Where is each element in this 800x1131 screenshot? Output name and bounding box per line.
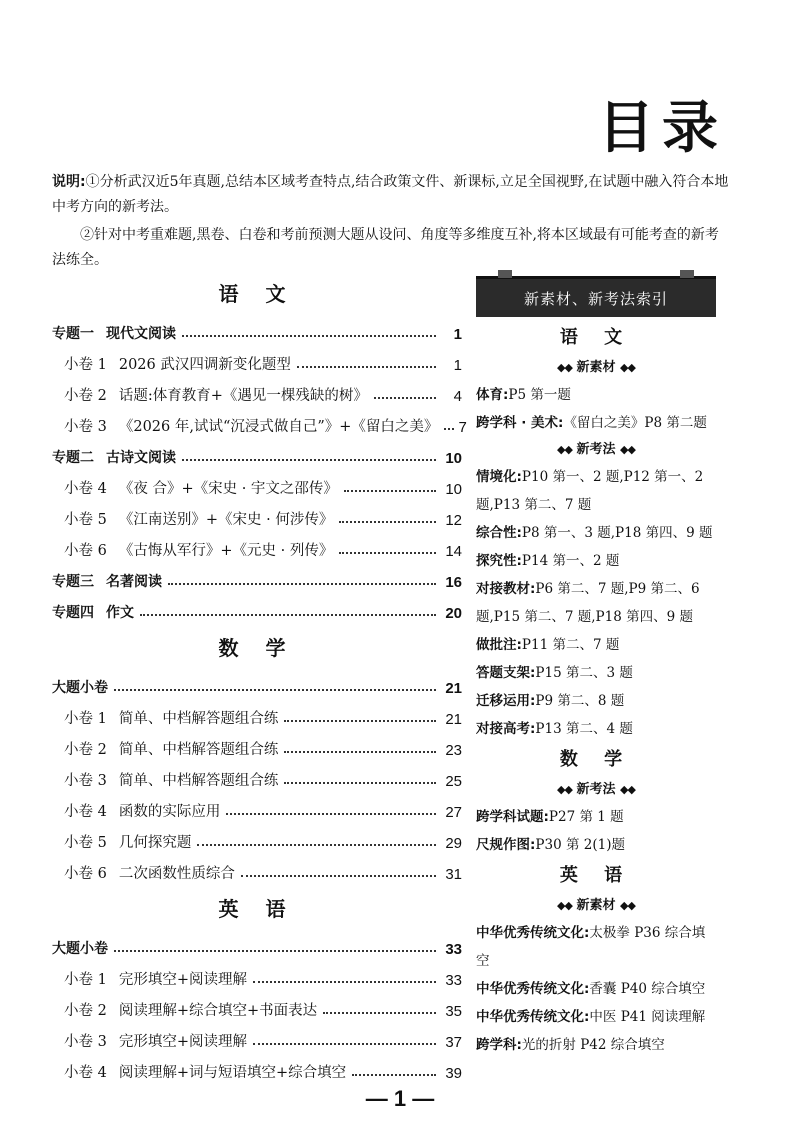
toc-page-number: 16 <box>445 574 462 591</box>
toc-page-number: 33 <box>445 972 462 989</box>
dot-leader <box>284 782 436 784</box>
toc-entry-label <box>64 800 220 821</box>
toc-page-number: 31 <box>445 866 462 883</box>
index-banner <box>476 276 716 317</box>
index-item-value: 光的折射 P42 综合填空 <box>521 1037 665 1053</box>
toc-entry-label <box>64 1061 346 1082</box>
toc-entry-label <box>52 323 176 343</box>
index-item <box>476 715 716 743</box>
toc-topic-row <box>52 666 462 697</box>
toc-topic-row <box>52 560 462 591</box>
toc-entry-row <box>52 821 462 852</box>
toc-entry-number: 小卷 5 <box>64 835 107 851</box>
toc-entry-title: 名著阅读 <box>106 574 162 590</box>
index-item <box>476 409 716 437</box>
index-item <box>476 463 716 519</box>
index-item <box>476 659 716 687</box>
toc-entry-title: 古诗文阅读 <box>106 450 176 466</box>
note-line-1 <box>52 170 732 220</box>
dot-leader <box>297 366 436 368</box>
index-category-new-method <box>476 437 716 463</box>
toc-page-number: 33 <box>445 941 462 958</box>
index-item-key: 尺规作图: <box>476 837 536 853</box>
index-item-key: 体育: <box>476 387 509 403</box>
index-category-new-material <box>476 893 716 919</box>
toc-entry-row <box>52 529 462 560</box>
toc-entry-label <box>64 353 291 374</box>
toc-entry-title: 2026 武汉四调新变化题型 <box>118 357 291 373</box>
toc-topic-row <box>52 312 462 343</box>
toc-entry-title: 现代文阅读 <box>106 326 176 342</box>
index-banner-title: 新素材、新考法索引 <box>523 289 668 308</box>
index-item-key: 情境化: <box>476 469 522 485</box>
index-item-key: 跨学科: <box>476 1037 522 1053</box>
index-item-value: P9 第二、8 题 <box>535 693 625 709</box>
toc-entry-title: 阅读理解+词与短语填空+综合填空 <box>118 1065 347 1081</box>
index-item <box>476 687 716 715</box>
toc-entry-number: 小卷 4 <box>64 804 107 820</box>
index-item-value: 香囊 P40 综合填空 <box>589 981 706 997</box>
toc-list-english <box>52 927 462 1082</box>
index-list-chinese-method <box>476 463 716 743</box>
index-item-key: 对接教材: <box>476 581 536 597</box>
index-item-key: 跨学科 · 美术: <box>476 415 564 431</box>
toc-entry-number: 小卷 2 <box>64 742 107 758</box>
toc-subject-english: 英 语 <box>218 897 296 921</box>
index-item-value: P8 第一、3 题,P18 第四、9 题 <box>521 525 713 541</box>
toc-entry-number: 大题小卷 <box>52 680 108 696</box>
dot-leader <box>444 428 454 430</box>
toc-entry-number: 小卷 3 <box>64 1034 107 1050</box>
index-subject-chinese: 语 文 <box>559 327 633 348</box>
index-item-value: P10 第一、2 题,P12 第一、2 题,P13 第二、7 题 <box>476 469 704 513</box>
toc-entry-label <box>64 968 247 989</box>
index-item-value: 《留白之美》P8 第二题 <box>563 415 707 431</box>
toc-entry-label <box>64 415 438 436</box>
toc-entry-label <box>64 999 317 1020</box>
toc-entry-number: 小卷 5 <box>64 512 107 528</box>
toc-entry-row <box>52 958 462 989</box>
toc-subject-math: 数 学 <box>218 636 296 660</box>
dot-leader <box>241 875 436 877</box>
toc-entry-number: 小卷 1 <box>64 711 107 727</box>
toc-entry-row <box>52 498 462 529</box>
index-item-value: P15 第二、3 题 <box>535 665 633 681</box>
index-item-key: 中华优秀传统文化: <box>476 1009 590 1025</box>
toc-entry-label <box>64 831 191 852</box>
toc-entry-title: 《2026 年,试试“沉浸式做自己”》+《留白之美》 <box>118 419 439 435</box>
toc-entry-title: 完形填空+阅读理解 <box>118 972 247 988</box>
toc-subject-chinese: 语 文 <box>218 282 296 306</box>
toc-entry-row <box>52 697 462 728</box>
index-item-value: P6 第二、7 题,P9 第二、6 题,P15 第二、7 题,P18 第四、9 题 <box>476 581 700 625</box>
toc-entry-number: 专题二 <box>52 450 94 466</box>
toc-entry-title: 《江南送别》+《宋史 · 何涉传》 <box>118 512 334 528</box>
dot-leader <box>114 689 436 691</box>
index-item-value: P14 第一、2 题 <box>521 553 620 569</box>
dot-leader <box>182 335 436 337</box>
index-item-value: P11 第二、7 题 <box>521 637 620 653</box>
toc-page-number: 25 <box>445 773 462 790</box>
diamond-icon: ◆◆ <box>557 443 572 456</box>
toc-page-number: 10 <box>445 450 462 467</box>
toc-list-chinese <box>52 312 467 622</box>
index-item <box>476 975 716 1003</box>
dot-leader <box>284 751 436 753</box>
dot-leader <box>352 1074 436 1076</box>
toc-entry-number: 专题三 <box>52 574 94 590</box>
index-item-key: 答题支架: <box>476 665 536 681</box>
toc-entry-number: 小卷 6 <box>64 866 107 882</box>
footer-dash-right: — <box>412 1086 435 1111</box>
index-category-new-material <box>476 355 716 381</box>
toc-entry-label <box>64 1030 247 1051</box>
index-item <box>476 547 716 575</box>
index-item <box>476 381 716 409</box>
dot-leader <box>182 459 436 461</box>
toc-entry-label <box>52 602 134 622</box>
toc-page-number: 20 <box>445 605 462 622</box>
toc-entry-title: 作文 <box>106 605 134 621</box>
toc-topic-row <box>52 927 462 958</box>
note-label: 说明: <box>52 174 86 190</box>
diamond-icon: ◆◆ <box>557 783 572 796</box>
notes <box>52 170 732 273</box>
toc-entry-number: 小卷 4 <box>64 1065 107 1081</box>
dot-leader <box>253 981 436 983</box>
index-item <box>476 1031 716 1059</box>
toc-entry-title: 完形填空+阅读理解 <box>118 1034 247 1050</box>
toc-entry-label <box>64 477 338 498</box>
footer-dash-left: — <box>365 1086 388 1111</box>
toc-entry-title: 话题:体育教育+《遇见一棵残缺的树》 <box>118 388 368 404</box>
toc-entry-row <box>52 759 462 790</box>
index-item-key: 中华优秀传统文化: <box>476 981 590 997</box>
toc-entry-number: 小卷 2 <box>64 1003 107 1019</box>
toc-entry-title: 简单、中档解答题组合练 <box>118 742 279 758</box>
toc-page-number: 7 <box>458 419 467 436</box>
dot-leader <box>339 521 436 523</box>
index-item <box>476 831 716 859</box>
toc-list-math <box>52 666 462 883</box>
toc-entry-title: 二次函数性质综合 <box>118 866 235 882</box>
index-item-key: 中华优秀传统文化: <box>476 925 590 941</box>
index-item <box>476 519 716 547</box>
toc-entry-row <box>52 405 467 436</box>
toc-entry-title: 函数的实际应用 <box>118 804 221 820</box>
toc-entry-number: 专题四 <box>52 605 94 621</box>
banner-tab-left <box>498 270 512 278</box>
page-title: 目录 <box>598 96 726 161</box>
toc-entry-label <box>64 738 278 759</box>
dot-leader <box>226 813 436 815</box>
diamond-icon: ◆◆ <box>557 899 572 912</box>
index-subject-english: 英 语 <box>559 865 633 886</box>
toc-topic-row <box>52 591 462 622</box>
toc-page-number: 39 <box>445 1065 462 1082</box>
toc-page-number: 4 <box>453 388 462 405</box>
index-item-key: 综合性: <box>476 525 522 541</box>
category-label: 新考法 <box>576 782 616 797</box>
toc-entry-row <box>52 989 462 1020</box>
index-column <box>476 276 716 1059</box>
dot-leader <box>323 1012 436 1014</box>
diamond-icon: ◆◆ <box>557 361 572 374</box>
index-item-key: 迁移运用: <box>476 693 536 709</box>
toc-entry-label <box>52 447 176 467</box>
dot-leader <box>140 614 436 616</box>
toc-page-number: 1 <box>453 357 462 374</box>
toc-entry-row <box>52 467 462 498</box>
toc-page-number: 21 <box>445 680 462 697</box>
toc-entry-number: 小卷 3 <box>64 773 107 789</box>
toc-entry-row <box>52 1051 462 1082</box>
banner-tab-right <box>680 270 694 278</box>
toc-entry-row <box>52 374 462 405</box>
toc-entry-title: 简单、中档解答题组合练 <box>118 773 279 789</box>
index-item <box>476 803 716 831</box>
toc-entry-number: 小卷 2 <box>64 388 107 404</box>
note-text-1: ①分析武汉近5年真题,总结本区域考查特点,结合政策文件、新课标,立足全国视野,在试题中融入符合本地中考方向的新考法。 <box>52 174 729 215</box>
diamond-icon: ◆◆ <box>620 899 635 912</box>
toc-entry-label <box>64 707 278 728</box>
toc-entry-number: 专题一 <box>52 326 94 342</box>
toc-entry-number: 小卷 3 <box>64 419 107 435</box>
index-item-key: 探究性: <box>476 553 522 569</box>
dot-leader <box>284 720 436 722</box>
toc-page-number: 12 <box>445 512 462 529</box>
diamond-icon: ◆◆ <box>620 783 635 796</box>
index-list-chinese-material <box>476 381 716 437</box>
toc-entry-number: 大题小卷 <box>52 941 108 957</box>
index-item-value: P5 第一题 <box>508 387 571 403</box>
index-subject-math: 数 学 <box>559 749 633 770</box>
page-number: 1 <box>393 1086 407 1111</box>
dot-leader <box>339 552 436 554</box>
index-item-key: 做批注: <box>476 637 522 653</box>
toc-page-number: 10 <box>445 481 462 498</box>
toc-page-number: 21 <box>445 711 462 728</box>
toc-entry-title: 几何探究题 <box>118 835 192 851</box>
index-item-value: P27 第 1 题 <box>548 809 624 825</box>
index-category-new-method <box>476 777 716 803</box>
dot-leader <box>197 844 436 846</box>
toc-entry-title: 《夜 合》+《宋史 · 宇文之邵传》 <box>118 481 338 497</box>
index-item <box>476 575 716 631</box>
category-label: 新素材 <box>576 898 616 913</box>
toc-entry-label <box>64 508 333 529</box>
index-item-value: 中医 P41 阅读理解 <box>589 1009 706 1025</box>
index-item-key: 对接高考: <box>476 721 536 737</box>
toc-entry-label <box>52 677 108 697</box>
toc-page-number: 27 <box>445 804 462 821</box>
diamond-icon: ◆◆ <box>620 361 635 374</box>
index-item <box>476 1003 716 1031</box>
index-item <box>476 631 716 659</box>
toc-entry-label <box>64 769 278 790</box>
dot-leader <box>114 950 436 952</box>
toc-page-number: 35 <box>445 1003 462 1020</box>
toc-entry-row <box>52 728 462 759</box>
index-item-value: P30 第 2(1)题 <box>535 837 625 853</box>
toc-page-number: 1 <box>453 326 462 343</box>
note-line-2: ②针对中考重难题,黑卷、白卷和考前预测大题从设问、角度等多维度互补,将本区域最有可能考查的新考法练全。 <box>52 227 719 268</box>
toc-entry-label <box>64 384 368 405</box>
toc-entry-number: 小卷 1 <box>64 357 107 373</box>
toc-entry-title: 简单、中档解答题组合练 <box>118 711 279 727</box>
toc-topic-row <box>52 436 462 467</box>
toc-entry-number: 小卷 6 <box>64 543 107 559</box>
toc-entry-number: 小卷 1 <box>64 972 107 988</box>
index-item <box>476 919 716 975</box>
index-list-math-method <box>476 803 716 859</box>
toc-page-number: 23 <box>445 742 462 759</box>
toc-entry-row <box>52 790 462 821</box>
toc-entry-title: 阅读理解+综合填空+书面表达 <box>118 1003 318 1019</box>
toc-entry-label <box>64 539 333 560</box>
dot-leader <box>374 397 436 399</box>
toc-entry-title: 《古悔从军行》+《元史 · 列传》 <box>118 543 334 559</box>
toc-entry-row <box>52 852 462 883</box>
toc-entry-row <box>52 1020 462 1051</box>
page-footer <box>0 1086 800 1112</box>
toc-entry-number: 小卷 4 <box>64 481 107 497</box>
toc-column <box>52 276 467 1082</box>
dot-leader <box>253 1043 436 1045</box>
toc-entry-label <box>52 571 162 591</box>
toc-page-number: 14 <box>445 543 462 560</box>
category-label: 新考法 <box>576 442 616 457</box>
toc-entry-row <box>52 343 462 374</box>
toc-entry-label <box>52 938 108 958</box>
diamond-icon: ◆◆ <box>620 443 635 456</box>
toc-page-number: 29 <box>445 835 462 852</box>
dot-leader <box>344 490 436 492</box>
index-item-value: P13 第二、4 题 <box>535 721 633 737</box>
toc-page-number: 37 <box>445 1034 462 1051</box>
index-list-english-material <box>476 919 716 1059</box>
category-label: 新素材 <box>576 360 616 375</box>
toc-entry-label <box>64 862 235 883</box>
dot-leader <box>168 583 436 585</box>
index-item-key: 跨学科试题: <box>476 809 549 825</box>
index-item-value: 太极拳 P36 综合填空 <box>476 925 706 969</box>
